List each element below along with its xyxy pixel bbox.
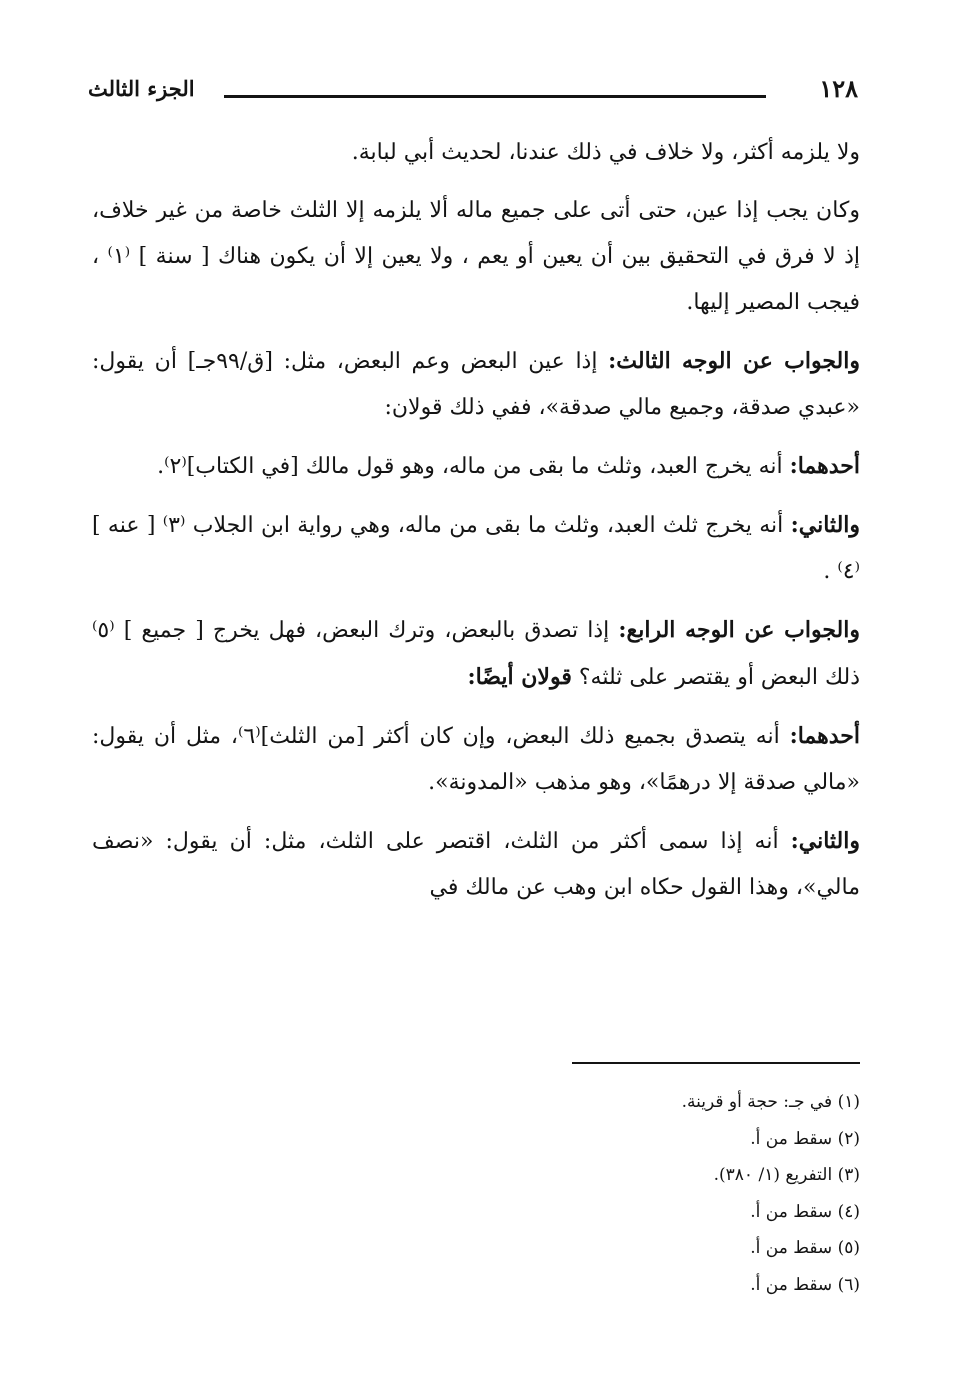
footnote-2: (٢) سقط من أ. — [750, 1128, 860, 1149]
paragraph-tail: قولان أيضًا: — [467, 664, 572, 690]
paragraph-text: أنه يتصدق بجميع ذلك البعض، وإن كان أكثر [من الثلث]⁽٦⁾، مثل أن يقول: «مالي صدقة إلا درهمًا»، وهو مذهب «المدونة». — [92, 724, 860, 795]
paragraph-1 — [92, 130, 860, 176]
header-rule — [224, 95, 766, 98]
paragraph-lead: أحدهما: — [789, 453, 860, 479]
footnotes — [400, 1084, 860, 1303]
footnote-5: (٥) سقط من أ. — [750, 1238, 860, 1258]
paragraph-2 — [92, 188, 860, 326]
paragraph-4 — [92, 443, 860, 490]
paragraph-text: أنه إذا سمى أكثر من الثلث، اقتصر على الثلث، مثل: أن يقول: «نصف مالي»، وهذا القول حكاه ابن وهب عن مالك في — [92, 829, 860, 900]
paragraph-lead: والجواب عن الوجه الثالث: — [608, 348, 860, 374]
paragraph-lead: والجواب عن الوجه الرابع: — [618, 617, 860, 643]
paragraph-text: إذا تصدق بالبعض، وترك البعض، فهل يخرج [ جميع ] ⁽٥⁾ ذلك البعض أو يقتصر على ثلثه؟ — [92, 618, 860, 690]
paragraph-text: وكان يجب إذا عين، حتى أتى على جميع ماله ألا يلزمه إلا الثلث خاصة من غير خلاف، إذ لا فرق في التحقيق بين أن يعين أو يعم ، ولا يعين إلا أن يكون هناك [ سنة ] ⁽١⁾ ، فيجب المصير إليها. — [92, 198, 861, 315]
paragraph-8 — [92, 818, 860, 911]
paragraph-6 — [92, 607, 860, 701]
footnote-1: (١) في جـ: حجة أو قرينة. — [681, 1092, 860, 1112]
footnote-separator — [572, 1062, 860, 1064]
paragraph-text: إذا عين البعض وعم البعض، مثل: [ق/٩٩جـ] أن يقول: «عبدي صدقة، وجميع مالي صدقة»، ففي ذلك قولان: — [92, 349, 860, 420]
page-number: ١٢٨ — [819, 74, 858, 103]
chapter-title: الجزء الثالث — [88, 76, 195, 101]
paragraph-text: أنه يخرج العبد، وثلث ما بقى من ماله، وهو قول مالك [في الكتاب]⁽٢⁾. — [157, 454, 790, 479]
paragraph-3 — [92, 338, 860, 431]
paragraph-text: ولا يلزمه أكثر، ولا خلاف في ذلك عندنا، لحديث أبي لبابة. — [351, 140, 860, 165]
page-header — [88, 72, 858, 112]
paragraph-lead: والثاني: — [790, 828, 860, 854]
footnote-4: (٤) سقط من أ. — [750, 1201, 860, 1222]
paragraph-7 — [92, 713, 860, 806]
paragraph-text: أنه يخرج ثلث العبد، وثلث ما بقى من ماله، وهي رواية ابن الجلاب ⁽٣⁾ [ عنه ] ⁽٤⁾ . — [92, 513, 860, 584]
paragraph-5 — [92, 502, 860, 595]
footnote-3: (٣) التفريع (١/ ٣٨٠). — [713, 1165, 860, 1185]
paragraph-lead: والثاني: — [790, 512, 861, 538]
main-text — [92, 130, 860, 923]
footnote-6: (٦) سقط من أ. — [750, 1274, 860, 1295]
paragraph-lead: أحدهما: — [789, 723, 860, 749]
